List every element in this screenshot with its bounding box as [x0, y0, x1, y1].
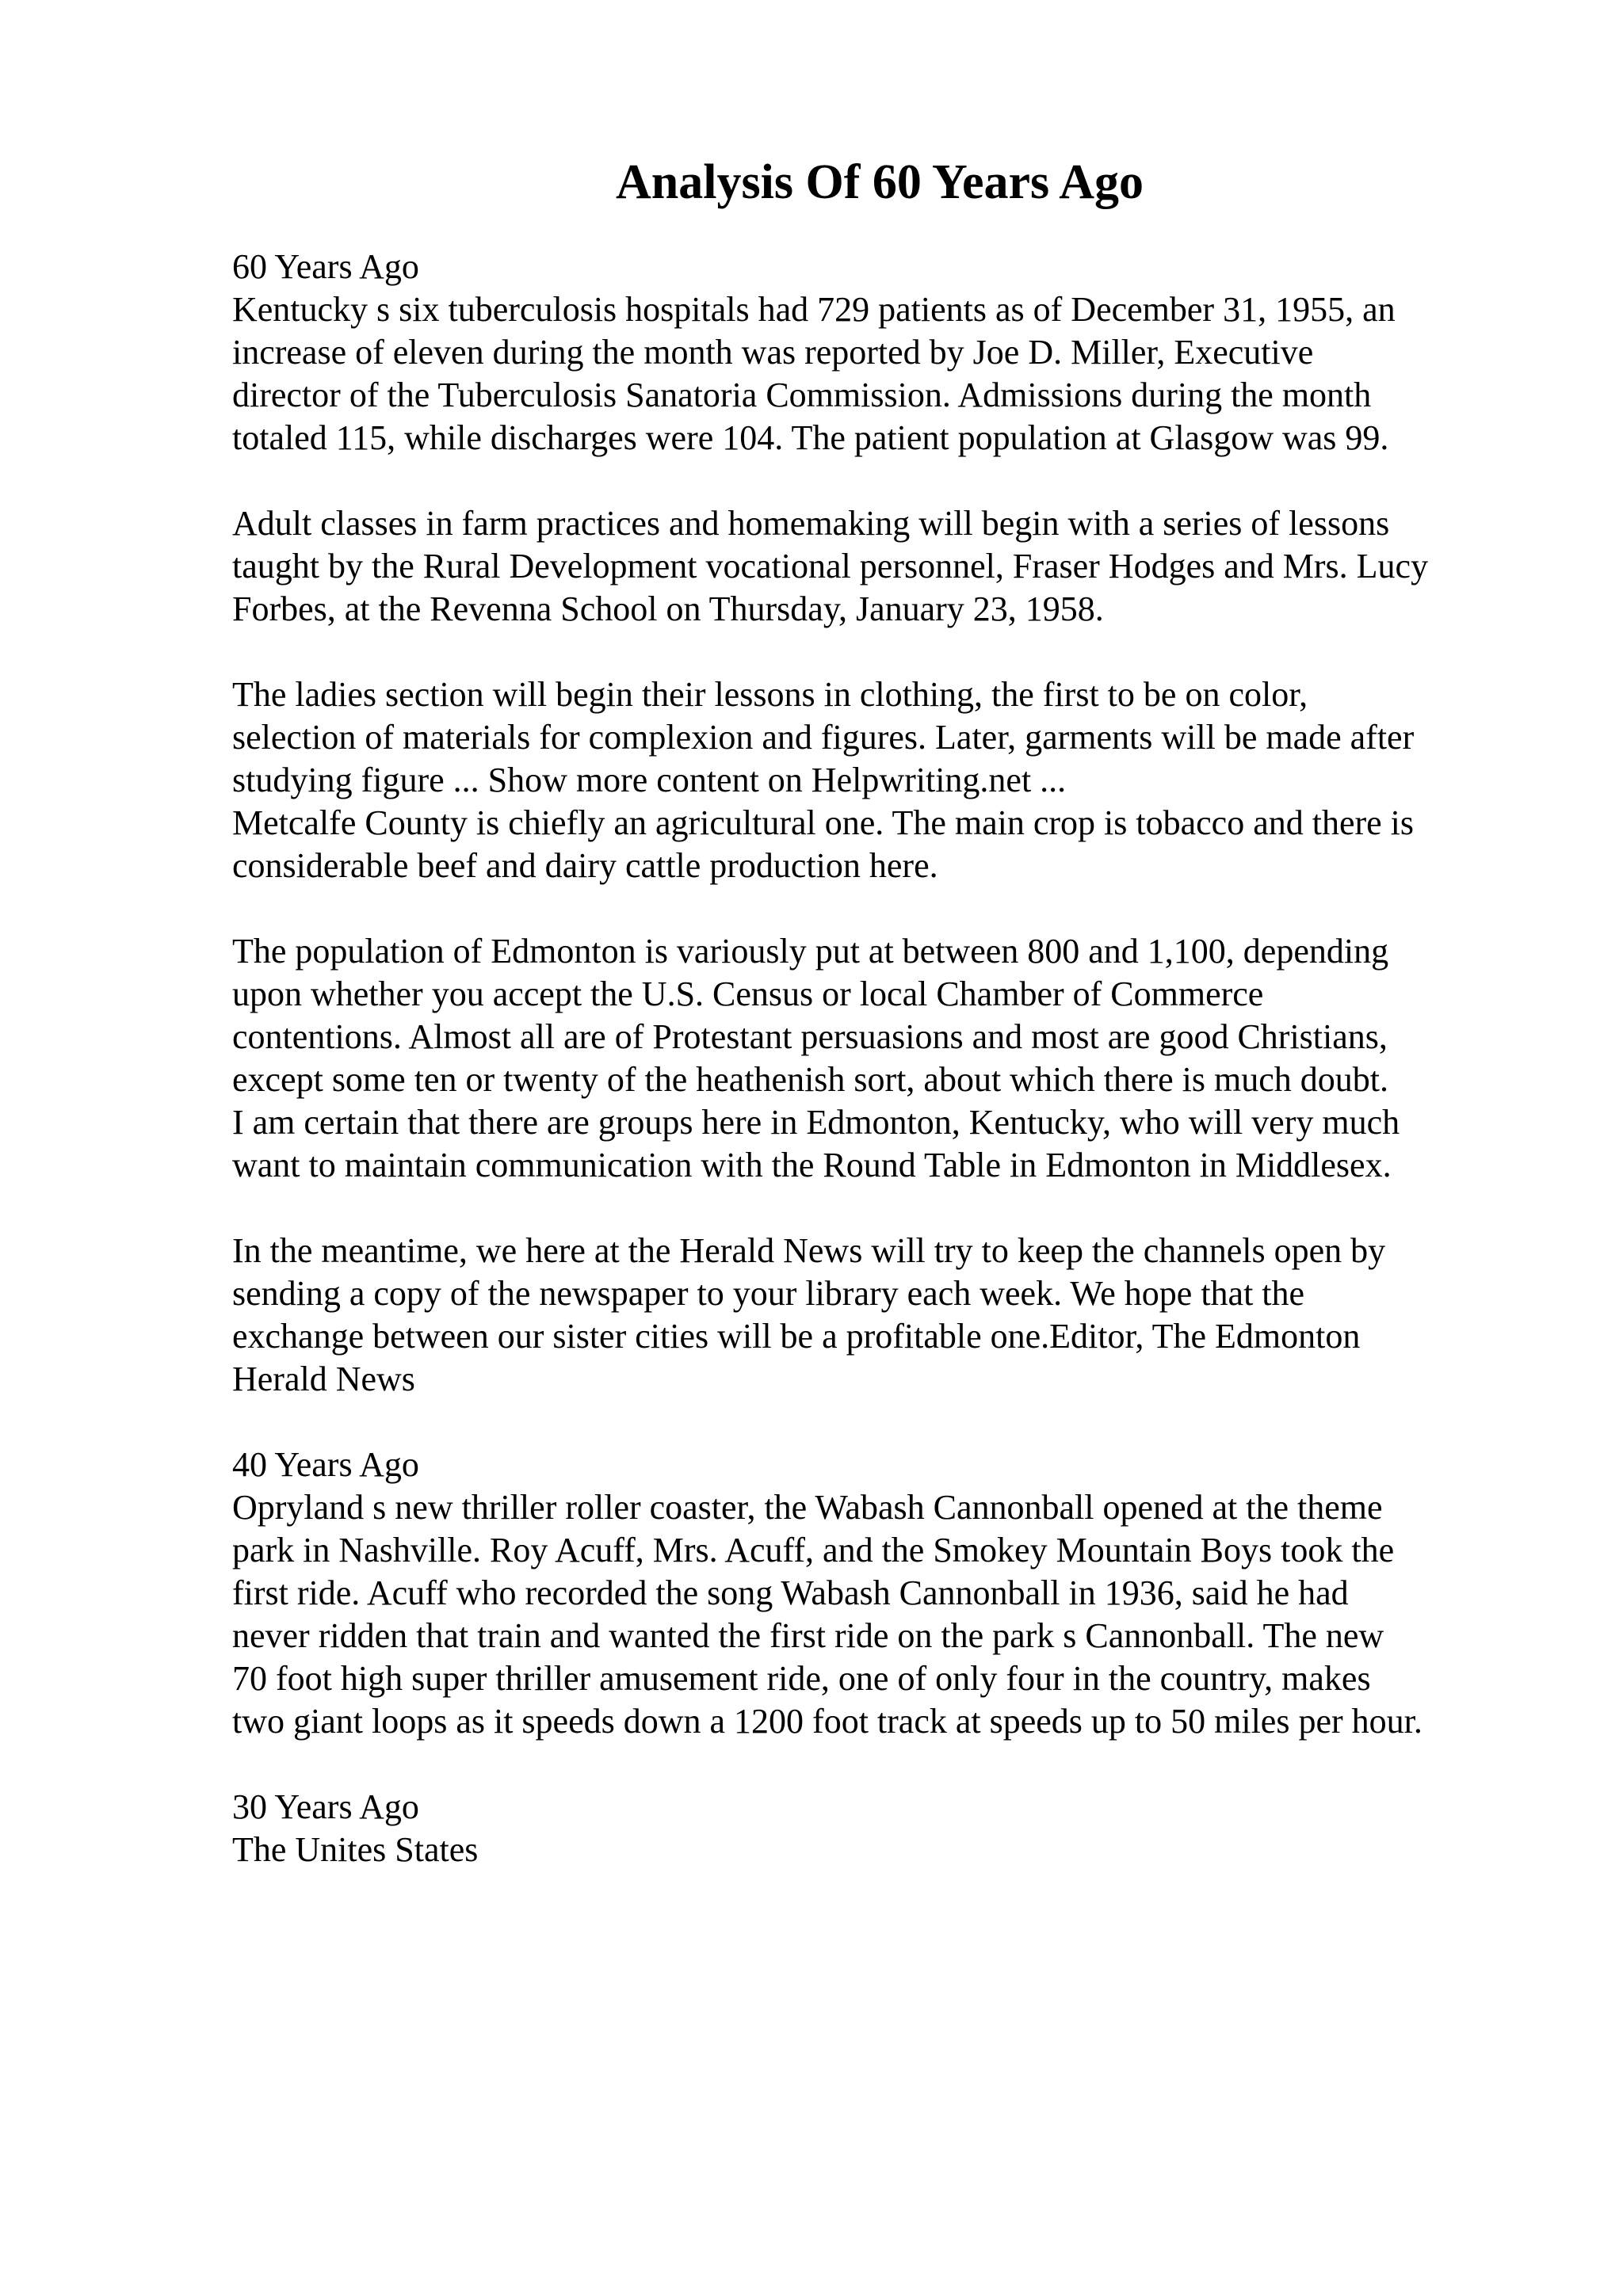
text-line: The Unites States [232, 1830, 479, 1869]
text-line: park in Nashville. Roy Acuff, Mrs. Acuff, and the Smokey Mountain Boys took the [232, 1531, 1395, 1569]
text-line: In the meantime, we here at the Herald News will try to keep the channels open by [232, 1231, 1386, 1270]
paragraph-gap [232, 631, 1595, 673]
paragraph-gap [232, 1743, 1595, 1786]
text-line: 30 Years Ago [232, 1787, 419, 1826]
text-line: Kentucky s six tuberculosis hospitals had 729 patients as of December 31, 1955, an [232, 290, 1396, 329]
page-title: Analysis Of 60 Years Ago [616, 155, 1144, 209]
text-line: sending a copy of the newspaper to your library each week. We hope that the [232, 1274, 1305, 1313]
text-line: Metcalfe County is chiefly an agricultural one. The main crop is tobacco and there is [232, 803, 1415, 842]
text-line: upon whether you accept the U.S. Census or local Chamber of Commerce [232, 974, 1264, 1013]
text-line: two giant loops as it speeds down a 1200 foot track at speeds up to 50 miles per hour. [232, 1702, 1423, 1741]
text-line: 70 foot high super thriller amusement ride, one of only four in the country, makes [232, 1659, 1371, 1698]
text-line: except some ten or twenty of the heathenish sort, about which there is much doubt. [232, 1060, 1388, 1099]
text-line: 40 Years Ago [232, 1445, 419, 1484]
text-line: first ride. Acuff who recorded the song Wabash Cannonball in 1936, said he had [232, 1573, 1349, 1612]
text-line: taught by the Rural Development vocational personnel, Fraser Hodges and Mrs. Lucy [232, 547, 1429, 585]
text-line: studying figure ... Show more content on Helpwriting.net ... [232, 761, 1067, 799]
document-body [232, 246, 1595, 1871]
paragraph-gap [232, 887, 1595, 930]
text-line: Opryland s new thriller roller coaster, the Wabash Cannonball opened at the theme [232, 1488, 1383, 1527]
paragraph-gap [232, 460, 1595, 502]
text-line: never ridden that train and wanted the first ride on the park s Cannonball. The new [232, 1616, 1384, 1655]
text-line: want to maintain communication with the Round Table in Edmonton in Middlesex. [232, 1146, 1392, 1184]
text-line: The population of Edmonton is variously put at between 800 and 1,100, depending [232, 932, 1389, 971]
text-line: Forbes, at the Revenna School on Thursday, January 23, 1958. [232, 589, 1104, 628]
text-line: 60 Years Ago [232, 247, 419, 286]
text-line: increase of eleven during the month was reported by Joe D. Miller, Executive [232, 333, 1314, 372]
text-line: exchange between our sister cities will be a profitable one.Editor, The Edmonton [232, 1317, 1361, 1356]
text-line: considerable beef and dairy cattle production here. [232, 846, 938, 885]
text-line: I am certain that there are groups here in Edmonton, Kentucky, who will very much [232, 1103, 1400, 1142]
text-line: selection of materials for complexion and figures. Later, garments will be made after [232, 718, 1415, 757]
text-line: contentions. Almost all are of Protestant persuasions and most are good Christians, [232, 1017, 1388, 1056]
text-line: director of the Tuberculosis Sanatoria Commission. Admissions during the month [232, 376, 1372, 414]
text-line: Herald News [232, 1360, 415, 1398]
text-line: Adult classes in farm practices and homemaking will begin with a series of lessons [232, 504, 1390, 543]
paragraph-gap [232, 1187, 1595, 1230]
text-line: totaled 115, while discharges were 104. The patient population at Glasgow was 99. [232, 418, 1389, 457]
paragraph-gap [232, 1401, 1595, 1444]
text-line: The ladies section will begin their lessons in clothing, the first to be on color, [232, 675, 1308, 714]
